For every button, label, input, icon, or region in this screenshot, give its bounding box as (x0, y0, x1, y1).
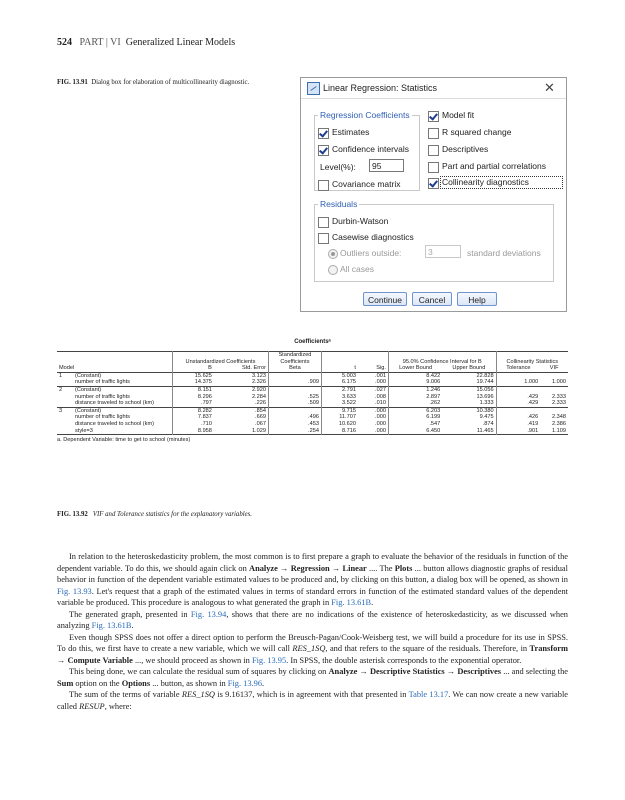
figure-label: FIG. 13.91 (57, 79, 88, 86)
table-cell: 3.522 (321, 400, 358, 407)
table-cell: .669 (255, 414, 266, 421)
group-legend: Residuals (320, 199, 358, 209)
table-cell: .453 (268, 421, 321, 428)
table-cell: 10.620 (321, 421, 358, 428)
table-cell (57, 394, 73, 401)
table-cell: 5.003 (321, 372, 358, 379)
table-cell: 2.284 (251, 393, 266, 400)
table-cell (496, 372, 540, 379)
col-vif: VIF (549, 365, 559, 372)
table-cell (57, 414, 73, 421)
table-cell: 2.920 (251, 386, 266, 393)
table-cell: 1.246 (388, 386, 442, 393)
table-cell: .027 (375, 386, 386, 393)
table-cell (268, 407, 321, 414)
help-button[interactable]: Help (457, 292, 497, 306)
table-cell: .909 (268, 379, 321, 386)
table-cell: .426 (496, 414, 540, 421)
table-cell (540, 407, 568, 414)
part-partial-checkbox[interactable] (428, 162, 439, 173)
table-cell: 14.375 (173, 379, 214, 386)
table-cell: .000 (375, 420, 386, 427)
table-cell: .901 (496, 428, 540, 435)
table-cell: style=3 (75, 427, 93, 434)
std-dev-label: standard deviations (467, 248, 541, 258)
table-cell: .496 (268, 414, 321, 421)
confidence-intervals-checkbox[interactable] (318, 145, 329, 156)
table-row (57, 421, 568, 428)
table-footnote: a. Dependent Variable: time to get to school (minutes) (57, 437, 191, 444)
level-label: Level(%): (320, 162, 356, 172)
table-cell: 2.333 (552, 393, 566, 400)
col-t: t (321, 365, 358, 372)
table-cell (268, 372, 321, 379)
outliers-input[interactable]: 3 (425, 245, 461, 258)
table-cell: 8.716 (321, 428, 358, 435)
paragraph: The generated graph, presented in Fig. 13.94, shows that there are no indications of the existence of heteroskedasticity, as we discussed when analyzing Fig. 13.61B. (57, 609, 568, 630)
table-cell: 15.056 (476, 386, 494, 393)
table-row (57, 414, 568, 421)
table-cell: 11.465 (476, 427, 494, 434)
table-cell: 1.109 (552, 427, 566, 434)
collinearity-label: Collinearity diagnostics (442, 177, 529, 187)
estimates-label: Estimates (332, 127, 370, 137)
table-link[interactable]: Table 13.17 (408, 690, 449, 699)
outliers-radio[interactable] (328, 249, 338, 259)
fig-link[interactable]: Fig. 13.95 (251, 655, 287, 665)
table-cell: 1.029 (251, 427, 266, 434)
part-label: PART | VI (79, 37, 121, 48)
table-cell: 2.791 (321, 386, 358, 393)
model-fit-checkbox[interactable] (428, 111, 439, 122)
outliers-label: Outliers outside: (340, 248, 402, 258)
paragraph: This being done, we can calculate the residual sum of squares by clicking on Analyze → Descriptive Statistics → Descriptives ... and selecting the Sum option on the Options ... button, as shown in Fig. 13.96. (57, 667, 568, 688)
figure-text: VIF and Tolerance statistics for the explanatory variables. (92, 511, 252, 518)
col-lb: Lower Bound (388, 365, 442, 372)
table-cell: 6.450 (388, 428, 442, 435)
col-tol: Tolerance (496, 365, 540, 372)
table-row (57, 400, 568, 407)
table-cell: number of traffic lights (75, 379, 130, 386)
ci-header: 95.0% Confidence Interval for B (388, 352, 496, 366)
table-cell: 9.006 (388, 379, 442, 386)
table-cell: .001 (375, 372, 386, 379)
fig-link[interactable]: Fig. 13.61B (91, 621, 132, 630)
table-cell: 1.333 (479, 400, 494, 407)
unstd-header: Unstandardized Coefficients (173, 352, 269, 366)
level-input[interactable]: 95 (369, 159, 404, 172)
table-cell: 6.199 (388, 414, 442, 421)
table-cell: 2.326 (251, 379, 266, 386)
table-row (57, 428, 568, 435)
table-cell: (Constant) (75, 372, 102, 379)
table-cell: number of traffic lights (75, 414, 130, 421)
table-cell (496, 407, 540, 414)
table-cell (57, 428, 73, 435)
figure-caption-13-92 (57, 511, 252, 518)
table-cell: 8.151 (173, 386, 214, 393)
table-cell: .419 (496, 421, 540, 428)
page-number: 524 (57, 37, 72, 48)
std-header: Standardized Coefficients (268, 352, 321, 366)
table-cell: 13.696 (476, 393, 494, 400)
table-cell: 15.625 (173, 372, 214, 379)
table-cell: .429 (496, 394, 540, 401)
table-cell: 2.386 (552, 420, 566, 427)
table-cell: .547 (388, 421, 442, 428)
table-cell: .710 (173, 421, 214, 428)
table-cell: 3.123 (251, 372, 266, 379)
coefficients-table (57, 339, 568, 443)
dialog-title: Linear Regression: Statistics (323, 83, 438, 93)
continue-button[interactable]: Continue (363, 292, 407, 306)
table-cell: .797 (173, 400, 214, 407)
durbin-watson-label: Durbin-Watson (332, 216, 389, 226)
figure-label: FIG. 13.92 (57, 511, 88, 518)
table-row (57, 372, 568, 379)
table-cell: 9.715 (321, 407, 358, 414)
table-cell: .254 (268, 428, 321, 435)
close-icon[interactable]: ✕ (544, 80, 555, 95)
table-row (57, 379, 568, 386)
table-row (57, 394, 568, 401)
all-cases-label: All cases (340, 264, 375, 274)
table-cell: 2.348 (552, 414, 566, 421)
table-cell: 9.475 (479, 414, 494, 421)
table-cell: 8.422 (388, 372, 442, 379)
dialog-titlebar (301, 78, 566, 99)
table-cell: 3.633 (321, 394, 358, 401)
table-cell: .067 (255, 420, 266, 427)
table-cell (540, 386, 568, 393)
table-cell: (Constant) (75, 407, 102, 414)
fig-link[interactable]: Fig. 13.93 (57, 586, 92, 596)
table-row (57, 386, 568, 393)
cancel-button[interactable]: Cancel (412, 292, 452, 306)
table-cell: .874 (482, 420, 494, 427)
table-cell: distance traveled to school (km) (75, 400, 154, 407)
coll-header: Collinearity Statistics (496, 352, 568, 366)
body-text (57, 551, 568, 712)
part-partial-label: Part and partial correlations (442, 161, 546, 171)
table-cell: 1.000 (552, 379, 566, 386)
table-cell: .429 (496, 400, 540, 407)
table-cell: 22.828 (476, 372, 494, 379)
col-b: B (173, 365, 214, 372)
table-cell (268, 386, 321, 393)
table-cell: 2 (59, 386, 63, 393)
regression-app-icon (307, 82, 320, 95)
table-cell: 19.744 (476, 379, 494, 386)
table-cell: .226 (255, 400, 266, 407)
all-cases-radio[interactable] (328, 265, 338, 275)
table-cell (540, 372, 568, 379)
table-row (57, 407, 568, 414)
table-cell: .000 (375, 427, 386, 434)
table-cell: 6.175 (321, 379, 358, 386)
covariance-matrix-label: Covariance matrix (332, 179, 401, 189)
table-cell (57, 379, 73, 386)
table-cell (57, 421, 73, 428)
table-cell: 10.380 (476, 407, 494, 414)
table-cell: .525 (268, 394, 321, 401)
r-squared-change-label: R squared change (442, 127, 512, 137)
table-cell: 2.333 (552, 400, 566, 407)
paragraph: The sum of the terms of variable RES_1SQ is 9.16137, which is in agreement with that presented in Table 13.17. We can now create a new variable called RESUP, where: (57, 690, 569, 711)
table-cell: distance traveled to school (km) (75, 420, 154, 427)
casewise-checkbox[interactable] (318, 233, 329, 244)
table-cell: .854 (255, 407, 266, 414)
table-cell: 11.707 (321, 414, 358, 421)
estimates-checkbox[interactable] (318, 128, 329, 139)
durbin-watson-checkbox[interactable] (318, 217, 329, 228)
page-header (57, 37, 235, 48)
descriptives-checkbox[interactable] (428, 145, 439, 156)
confidence-intervals-label: Confidence intervals (332, 144, 410, 154)
table-cell: .262 (388, 400, 442, 407)
table-cell: 2.897 (388, 394, 442, 401)
fig-link[interactable]: Fig. 13.94 (190, 609, 227, 619)
figure-caption-13-91 (57, 78, 282, 87)
table-cell (496, 386, 540, 393)
table-cell: (Constant) (75, 386, 102, 393)
table-cell: .000 (375, 414, 386, 421)
table-cell: .509 (268, 400, 321, 407)
paragraph: In relation to the heteroskedasticity problem, the most common is to first prepare a graph to evaluate the behavior of the residuals in function of the dependent variable. To do this, we should again click on Analyze → Regression → Linear .... The Plots ... button allows diagnostic graphs of residual behavior in function of the dependent variable estimated values to be produced and, by clicking on this button, a dialog box will be opened, as shown in Fig. 13.93. Let's request that a graph of the estimated values in terms of standard errors in function of the estimated standard values of the dependent variable be produced. This procedure is analogous to what generated the graph in Fig. 13.61B. (57, 552, 568, 607)
table-cell: 7.837 (173, 414, 214, 421)
table-title: Coefficientsᵃ (294, 339, 331, 345)
col-sig: Sig. (376, 365, 386, 372)
figure-text: Dialog box for elaboration of multicollinearity diagnostic. (91, 79, 250, 86)
statistics-dialog (300, 77, 567, 312)
table-cell: 1.000 (496, 379, 540, 386)
group-legend: Regression Coefficients (320, 110, 410, 120)
col-beta: Beta (268, 365, 321, 372)
col-ub: Upper Bound (452, 365, 486, 372)
table-cell: 8.296 (173, 394, 214, 401)
table-cell: 8.282 (173, 407, 214, 414)
table-cell: number of traffic lights (75, 393, 130, 400)
descriptives-label: Descriptives (442, 144, 489, 154)
col-se: Std. Error (242, 365, 266, 372)
table-cell (57, 400, 73, 407)
table-cell: 3 (59, 407, 63, 414)
fig-link[interactable]: Fig. 13.96 (227, 678, 263, 688)
table-cell: .000 (375, 407, 386, 414)
r-squared-change-checkbox[interactable] (428, 128, 439, 139)
chapter-title: Generalized Linear Models (125, 37, 236, 48)
table-cell: 1 (59, 372, 63, 379)
fig-link[interactable]: Fig. 13.61B (331, 598, 372, 607)
collinearity-checkbox[interactable] (428, 178, 439, 189)
table-cell: 8.958 (173, 428, 214, 435)
paragraph: Even though SPSS does not offer a direct option to perform the Breusch-Pagan/Cook-Weisberg test, we will build a procedure for its use in SPSS. To do this, we first have to create a new variable, which we will call RES_1SQ, and that refers to the square of the residuals. Therefore, in Transform → Compute Variable ..., we should proceed as shown in Fig. 13.95. In SPSS, the double asterisk corresponds to the exponential operator. (57, 632, 568, 665)
col-model: Model (59, 365, 75, 372)
table-cell: .010 (375, 400, 386, 407)
table-cell: 6.203 (388, 407, 442, 414)
casewise-label: Casewise diagnostics (332, 232, 414, 242)
model-fit-label: Model fit (442, 110, 475, 120)
covariance-matrix-checkbox[interactable] (318, 180, 329, 191)
table-cell: .008 (375, 393, 386, 400)
table-cell: .000 (375, 379, 386, 386)
